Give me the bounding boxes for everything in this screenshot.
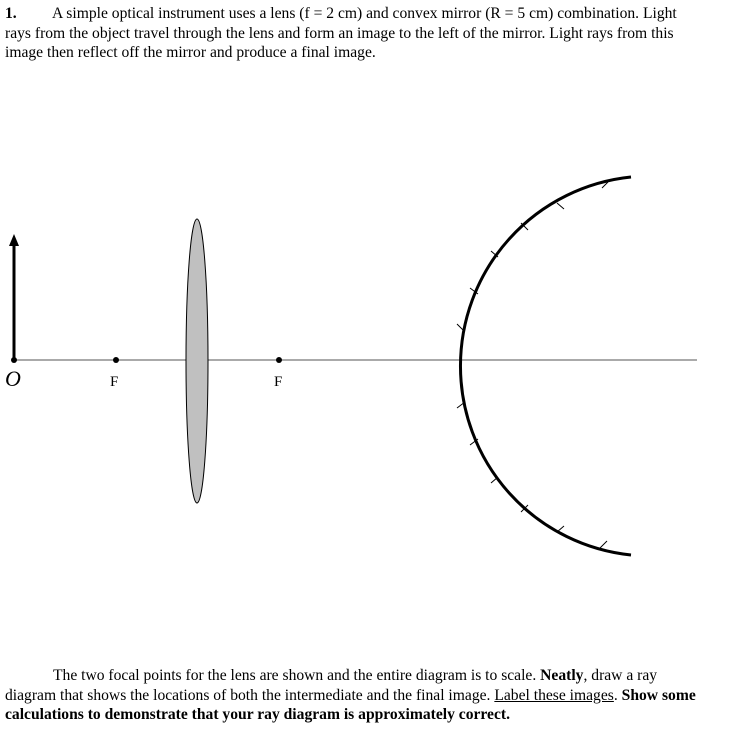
focal-point-left [113, 357, 119, 363]
neatly-emphasis: Neatly [540, 667, 584, 684]
object-label: O [5, 366, 21, 391]
show-calculations-emphasis: Show some calculations to demonstrate that your ray diagram is approximately correct. [5, 686, 696, 723]
object-arrowhead [9, 234, 19, 246]
mirror-hatch-marks [457, 182, 608, 548]
problem-number: 1. [5, 5, 17, 22]
object-base-dot [11, 357, 17, 363]
lens [186, 219, 208, 503]
problem-text: A simple optical instrument uses a lens (f = 2 cm) and convex mirror (R = 5 cm) combination. Light rays from the object travel through the lens and form an image to the left of the mirror. Light rays from this image then reflect off the mirror and produce a final image. [5, 5, 677, 61]
focal-left-label: F [110, 374, 119, 390]
instructions-part1: The two focal points for the lens are shown and the entire diagram is to scale. [53, 667, 541, 684]
focal-point-right [276, 357, 282, 363]
optics-diagram [0, 160, 741, 570]
instructions-part3: . [613, 686, 622, 704]
label-images-emphasis: Label these images [494, 686, 614, 704]
instructions [5, 666, 705, 725]
instructions-part2: , draw a ray diagram that shows the locations of both the intermediate and the final image. [5, 667, 658, 704]
convex-mirror [460, 177, 631, 555]
problem-statement [5, 4, 705, 63]
focal-right-label: F [274, 374, 283, 390]
